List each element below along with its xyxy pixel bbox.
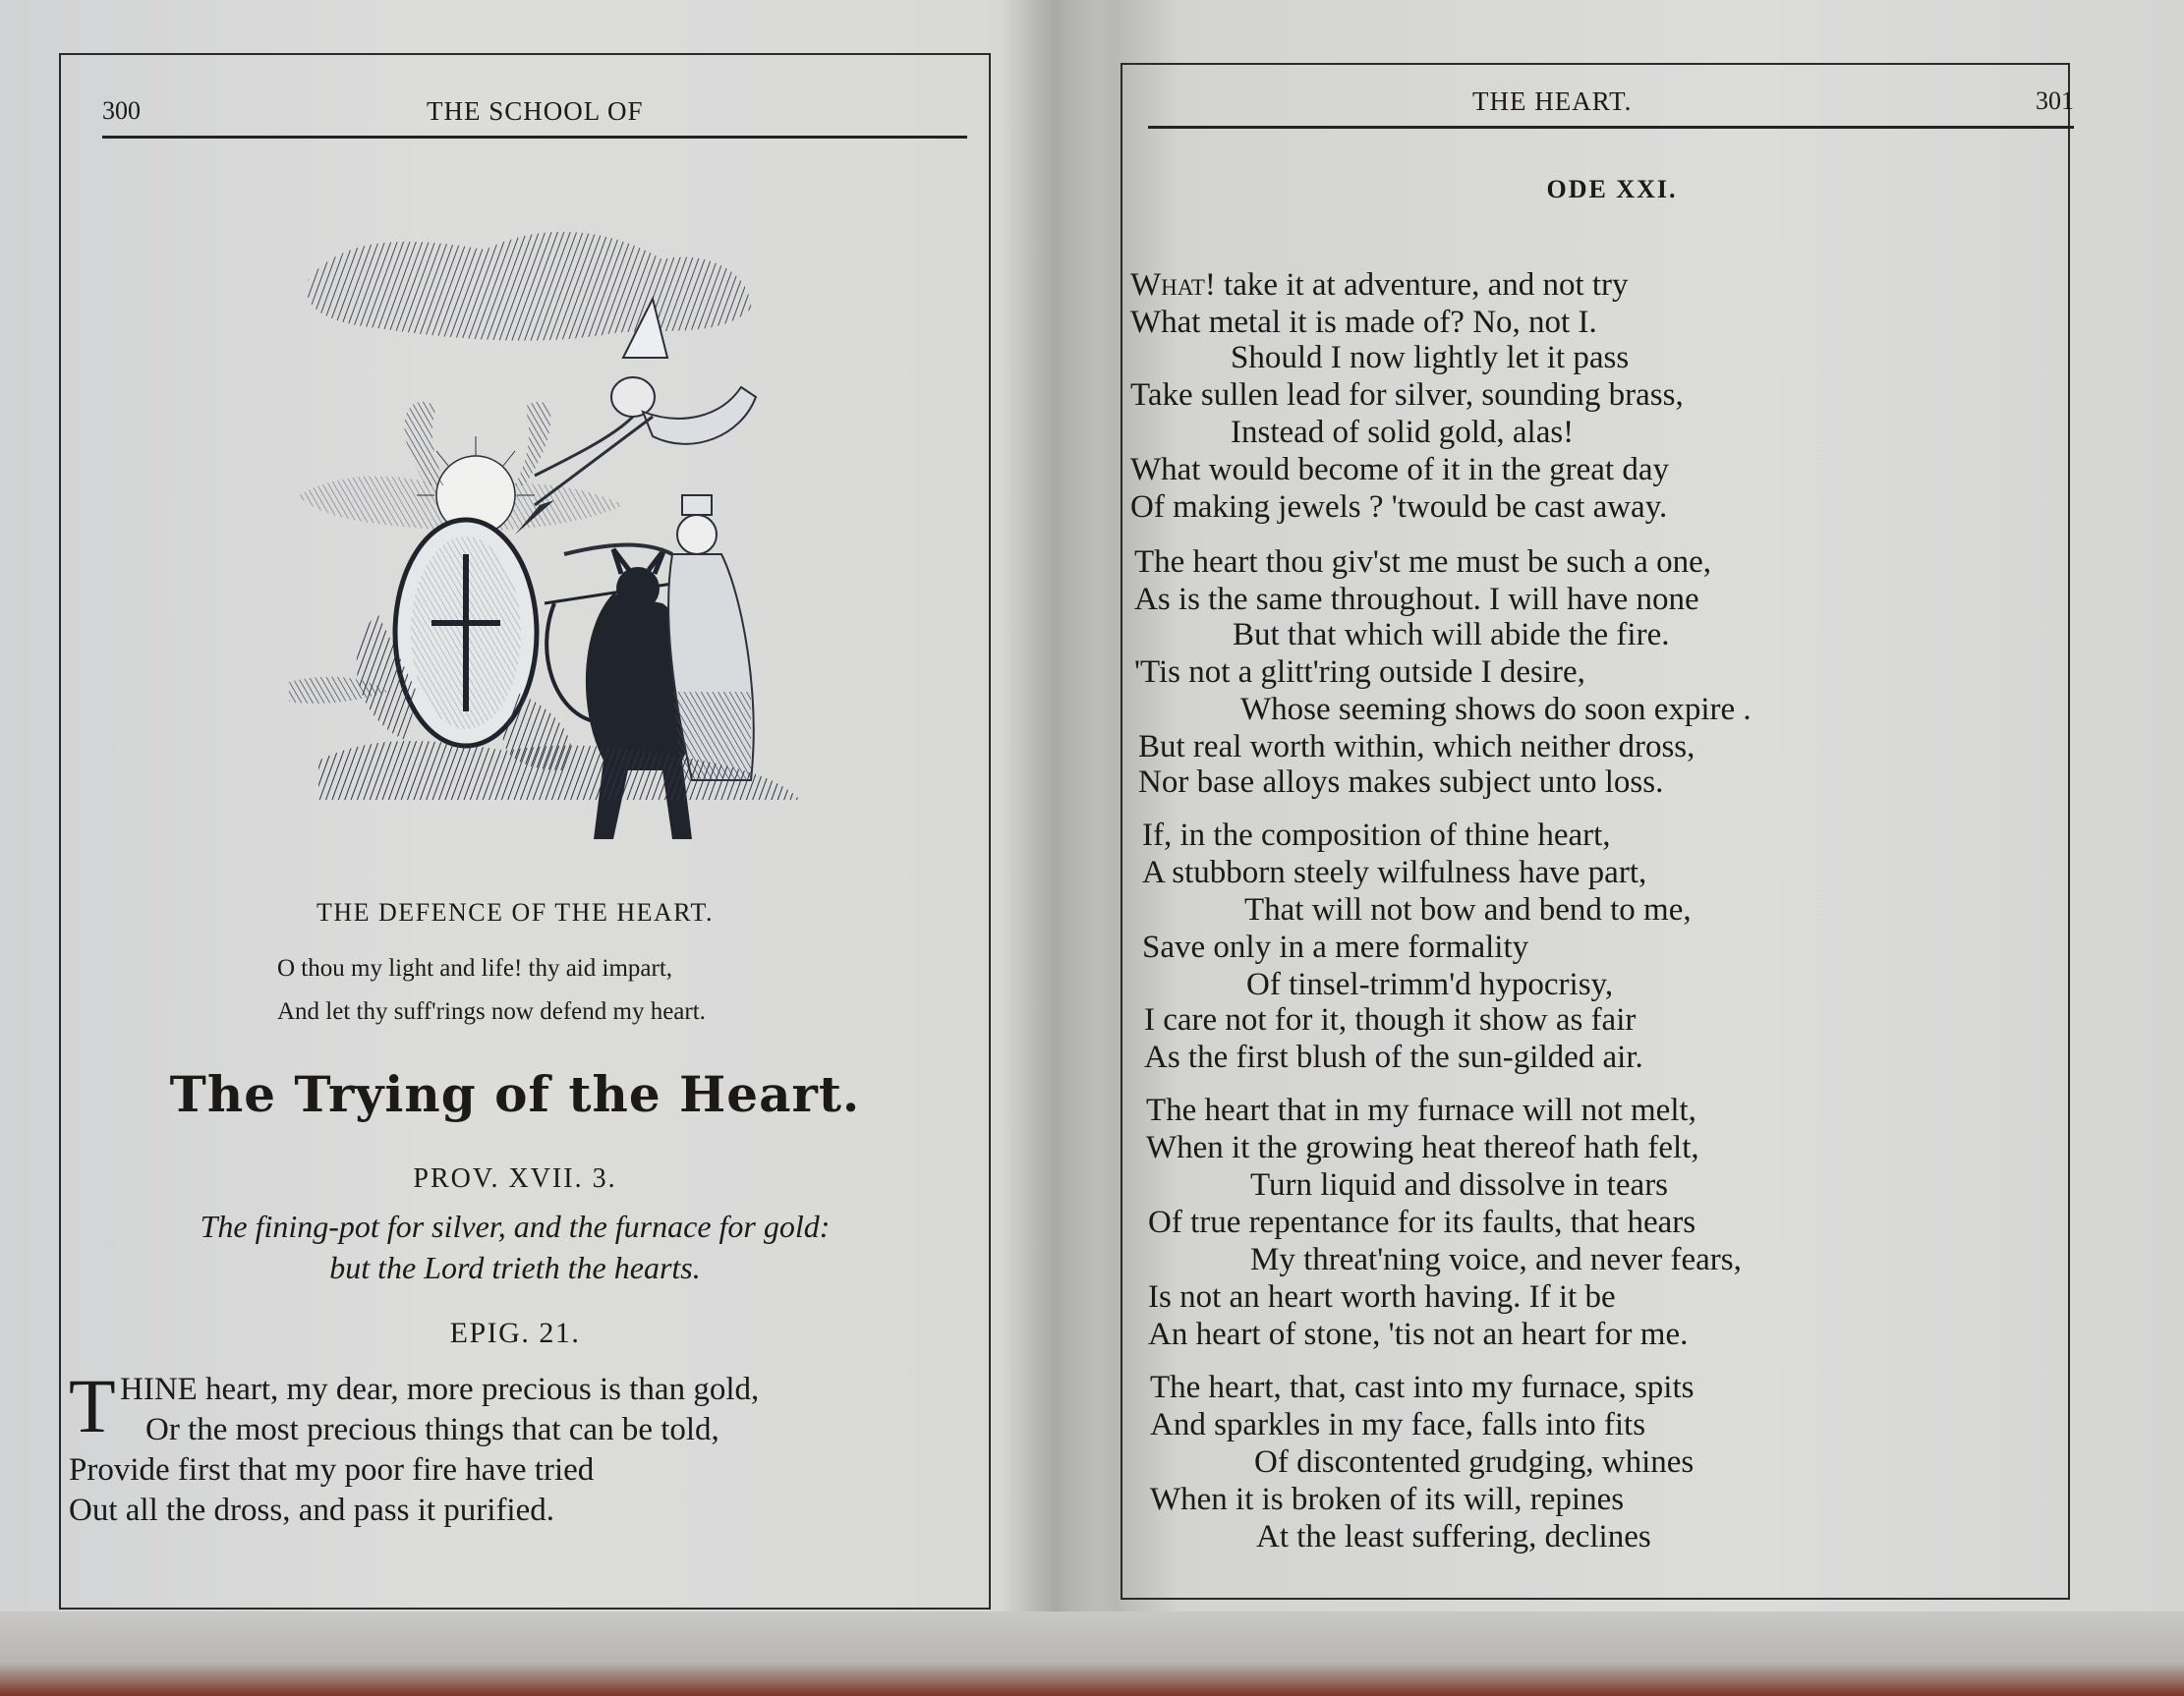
poem-line: Provide first that my poor fire have tried	[69, 1452, 595, 1488]
epigram-label: EPIG. 21.	[449, 1317, 581, 1349]
poem-line: Out all the dross, and pass it purified.	[69, 1493, 555, 1528]
poem-line: Of true repentance for its faults, that hears	[1148, 1205, 1696, 1240]
poem-line: But that which will abide the fire.	[1233, 617, 1670, 652]
poem-line: The heart that in my furnace will not melt,	[1146, 1093, 1696, 1128]
poem-line: As is the same throughout. I will have none	[1134, 582, 1699, 617]
poem-line: HINE heart, my dear, more precious is than gold,	[120, 1372, 760, 1407]
poem-line: Instead of solid gold, alas!	[1231, 415, 1575, 450]
left-running-header	[102, 96, 967, 139]
caption-verse-line: O thou my light and life! thy aid impart,	[277, 955, 673, 982]
poem-line: Save only in a mere formality	[1142, 930, 1529, 965]
poem-line: 'Tis not a glitt'ring outside I desire,	[1134, 654, 1585, 690]
right-running-header	[1148, 86, 2074, 129]
poem-line: My threat'ning voice, and never fears,	[1250, 1242, 1742, 1277]
poem-line: That will not bow and bend to me,	[1244, 892, 1692, 928]
gutter-shadow	[1003, 0, 1101, 1696]
running-head: THE SCHOOL OF	[427, 96, 644, 126]
poem-line: I care not for it, though it show as fair	[1144, 1002, 1637, 1038]
ode-title: ODE XXI.	[1546, 175, 1678, 203]
poem-line: An heart of stone, 'tis not an heart for me.	[1148, 1317, 1689, 1352]
poem-line: And sparkles in my face, falls into fits	[1150, 1407, 1646, 1442]
poem-line: A stubborn steely wilfulness have part,	[1142, 855, 1647, 890]
page-edge	[0, 1611, 2184, 1696]
poem-line: Is not an heart worth having. If it be	[1148, 1279, 1616, 1315]
poem-line	[1130, 267, 1629, 304]
page-number: 301	[2036, 86, 2074, 115]
poem-line: The heart, that, cast into my furnace, spits	[1150, 1370, 1695, 1405]
poem-line: The heart thou giv'st me must be such a one,	[1134, 544, 1711, 580]
motto-line: but the Lord trieth the hearts.	[329, 1250, 701, 1285]
poem-line: Or the most precious things that can be told,	[145, 1412, 719, 1447]
right-page	[1121, 47, 2103, 1600]
poem-line: Of discontented grudging, whines	[1254, 1444, 1695, 1480]
poem-line: Take sullen lead for silver, sounding brass,	[1130, 377, 1684, 413]
poem-line: What would become of it in the great day	[1130, 452, 1669, 487]
poem-line: When it is broken of its will, repines	[1150, 1482, 1625, 1517]
poem-line: Whose seeming shows do soon expire .	[1240, 692, 1752, 727]
poem-line: As the first blush of the sun-gilded air.	[1144, 1040, 1643, 1075]
poem-line: Turn liquid and dissolve in tears	[1250, 1167, 1669, 1203]
poem-line: Nor base alloys makes subject unto loss.	[1138, 764, 1664, 800]
poem-line: Of tinsel-trimm'd hypocrisy,	[1246, 967, 1614, 1002]
poem-line: Of making jewels ? 'twould be cast away.	[1130, 489, 1668, 525]
motto-line: The fining-pot for silver, and the furnace for gold:	[200, 1209, 831, 1244]
illustration-caption: THE DEFENCE OF THE HEART.	[316, 898, 714, 927]
poem-line: But real worth within, which neither dross,	[1138, 729, 1695, 764]
first-word: What	[1130, 267, 1205, 303]
left-page	[24, 53, 1006, 1611]
drop-cap: T	[69, 1363, 116, 1448]
poem-line: When it the growing heat thereof hath felt,	[1146, 1130, 1699, 1165]
poem-line: Should I now lightly let it pass	[1231, 340, 1630, 375]
poem-line: What metal it is made of? No, not I.	[1130, 305, 1597, 340]
poem-line: If, in the composition of thine heart,	[1142, 818, 1611, 853]
engraving-icon	[289, 210, 820, 849]
running-head: THE HEART.	[1472, 86, 1633, 116]
scripture-reference: PROV. XVII. 3.	[413, 1163, 617, 1194]
shield-figure	[357, 402, 572, 770]
caption-verse-line: And let thy suff'rings now defend my heart.	[277, 998, 706, 1025]
section-title: The Trying of the Heart.	[169, 1065, 861, 1123]
poem-line: At the least suffering, declines	[1256, 1519, 1651, 1555]
first-line-rest: ! take it at adventure, and not try	[1204, 267, 1629, 303]
page-number: 300	[102, 96, 141, 125]
